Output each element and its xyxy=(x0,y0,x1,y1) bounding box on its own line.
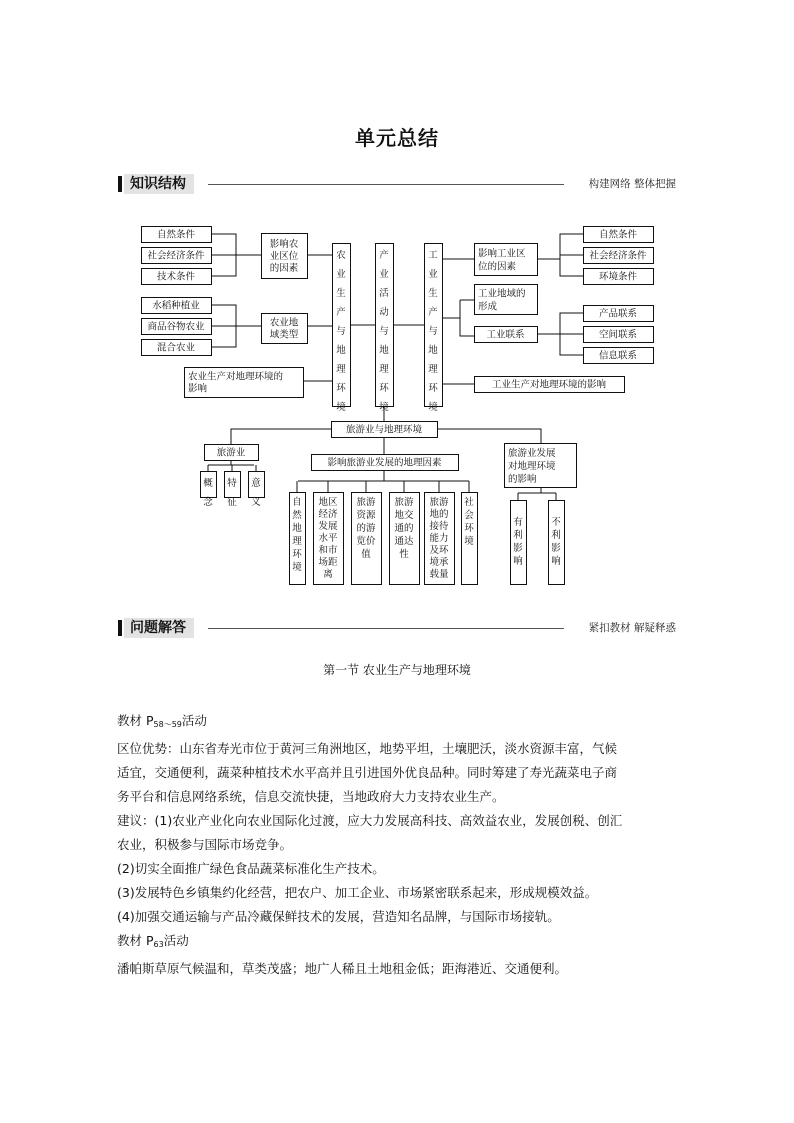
diagram-label: 混合农业 xyxy=(156,342,196,354)
diagram-label: 自然条件 xyxy=(156,229,196,241)
diagram-label: 水稻种植业 xyxy=(152,300,200,312)
diagram-label: 通达 xyxy=(394,536,414,547)
diagram-label: 地 xyxy=(379,345,389,356)
diagram-label: 业 xyxy=(336,269,346,280)
diagram-label: 产 xyxy=(336,307,346,318)
diagram-label: 地 xyxy=(428,345,438,356)
diagram-label: 旅游业与地理环境 xyxy=(345,424,423,436)
section-header-answers xyxy=(118,618,676,638)
diagram-label: 利 xyxy=(513,530,523,541)
connector-line xyxy=(460,300,474,336)
diagram-label: 能力 xyxy=(429,533,449,544)
section-tagline: 构建网络 整体把握 xyxy=(588,178,676,190)
section-tagline: 紧扣教材 解疑释惑 xyxy=(588,622,676,634)
diagram-label: 的因素 xyxy=(269,263,299,274)
diagram-label: 览价 xyxy=(356,536,376,547)
answer-line: 农业，积极参与国际市场竞争。 xyxy=(117,837,293,852)
diagram-label: 念 xyxy=(203,497,213,508)
diagram-label: 地区 xyxy=(318,497,338,508)
diagram-label: 环 xyxy=(428,383,438,394)
diagram-label: 动 xyxy=(379,307,389,318)
connector-line xyxy=(437,429,541,443)
diagram-label: 利 xyxy=(551,530,561,541)
diagram-label: 接待 xyxy=(429,521,449,532)
diagram-label: 不 xyxy=(551,517,561,528)
diagram-label: 活 xyxy=(379,288,389,299)
diagram-label: 产品联系 xyxy=(598,308,638,320)
connector-line xyxy=(231,429,331,444)
diagram-label: 产 xyxy=(379,250,389,261)
diagram-label: 发展 xyxy=(318,521,338,532)
diagram-label: 农业生产对地理环境的 xyxy=(188,371,284,383)
diagram-label: 特 xyxy=(227,478,237,489)
diagram-label: 影响 xyxy=(188,383,208,395)
diagram-label: 旅游业发展 xyxy=(508,448,556,459)
diagram-label: 工业生产对地理环境的影响 xyxy=(491,379,607,391)
diagram-label: 影 xyxy=(551,543,561,554)
diagram-label: 水平 xyxy=(318,533,338,544)
answer-line: 建议：(1)农业产业化向农业国际化过渡，应大力发展高科技、高效益农业，发展创税、创汇 xyxy=(117,813,623,828)
diagram-label: 位的因素 xyxy=(478,261,517,273)
diagram-label: 环境条件 xyxy=(598,271,638,283)
diagram-label: 概 xyxy=(203,478,213,489)
diagram-label: 征 xyxy=(227,497,237,508)
diagram-label: 响 xyxy=(551,556,561,567)
diagram-label: 社会经济条件 xyxy=(147,250,205,262)
diagram-label: 自 xyxy=(292,497,302,508)
diagram-label: 工 xyxy=(428,250,438,261)
diagram-label: 然 xyxy=(292,510,302,521)
diagram-label: 信息联系 xyxy=(598,350,638,362)
diagram-label: 会 xyxy=(464,510,474,521)
diagram-label: 农业地 xyxy=(269,317,299,329)
diagram-label: 产 xyxy=(428,307,438,318)
textbook-reference: 教材 $P_{58\sim 59}$活动 xyxy=(117,713,207,729)
answer-line: (2)切实全面推广绿色食品蔬菜标准化生产技术。 xyxy=(117,861,385,876)
diagram-label: 对地理环境 xyxy=(508,461,556,472)
answer-line: (4)加强交通运输与产品冷藏保鲜技术的发展，营造知名品牌，与国际市场接轨。 xyxy=(117,909,560,924)
diagram-label: 性 xyxy=(399,549,409,560)
diagram-label: 社会经济条件 xyxy=(589,250,647,262)
lesson-subtitle: 第一节 农业生产与地理环境 xyxy=(323,663,471,677)
diagram-label: 业区位 xyxy=(269,251,299,262)
diagram-label: 境 xyxy=(428,402,438,413)
diagram-label: 和市 xyxy=(318,545,338,556)
diagram-label: 义 xyxy=(251,497,261,508)
diagram-label: 理 xyxy=(292,536,302,547)
answer-body xyxy=(117,709,681,981)
diagram-label: 社 xyxy=(464,497,474,508)
diagram-label: 载量 xyxy=(429,569,449,580)
diagram-label: 工业地域的 xyxy=(478,288,526,300)
diagram-label: 农 xyxy=(336,250,346,261)
answer-line: 区位优势：山东省寿光市位于黄河三角洲地区，地势平坦，土壤肥沃，淡水资源丰富，气候 xyxy=(117,741,618,756)
diagram-label: 旅游 xyxy=(356,497,376,508)
answer-line: (3)发展特色乡镇集约化经营，把农户、加工企业、市场紧密联系起来，形成规模效益。 xyxy=(117,885,598,900)
textbook-reference: 教材 $P_{63}$活动 xyxy=(117,933,189,949)
diagram-label: 境承 xyxy=(429,557,449,568)
diagram-label: 形成 xyxy=(478,301,498,313)
diagram-label: 环 xyxy=(336,383,346,394)
diagram-label: 的游 xyxy=(356,523,376,534)
section-marker xyxy=(118,620,122,636)
diagram-label: 生 xyxy=(336,288,346,299)
diagram-label: 环 xyxy=(379,383,389,394)
diagram-label: 旅游 xyxy=(394,497,414,508)
diagram-label: 境 xyxy=(292,562,302,573)
diagram-label: 生 xyxy=(428,288,438,299)
diagram-label: 意 xyxy=(251,478,261,489)
diagram-label: 影响工业区 xyxy=(478,248,526,260)
diagram-label: 通的 xyxy=(394,523,414,534)
diagram-label: 理 xyxy=(379,364,389,375)
diagram-label: 境 xyxy=(336,402,346,413)
diagram-label: 自然条件 xyxy=(598,229,638,241)
answer-line: 务平台和信息网络系统，信息交流快捷，当地政府大力支持农业生产。 xyxy=(117,789,505,804)
diagram-label: 理 xyxy=(428,364,438,375)
diagram-label: 离 xyxy=(323,569,333,580)
diagram-label: 地的 xyxy=(429,509,449,520)
diagram-label: 环 xyxy=(464,523,474,534)
diagram-label: 与 xyxy=(379,326,389,337)
section-label: 问题解答 xyxy=(124,618,194,638)
diagram-label: 值 xyxy=(361,549,371,560)
diagram-label: 影响旅游业发展的地理因素 xyxy=(327,457,442,469)
diagram-label: 地 xyxy=(292,523,302,534)
diagram-label: 技术条件 xyxy=(156,271,196,283)
diagram-label: 商品谷物农业 xyxy=(147,321,205,333)
diagram-label: 工业联系 xyxy=(486,329,525,341)
diagram-label: 域类型 xyxy=(269,329,299,341)
section-label: 知识结构 xyxy=(124,174,194,194)
diagram-label: 经济 xyxy=(318,509,338,520)
diagram-label: 业 xyxy=(379,269,389,280)
diagram-label: 环 xyxy=(292,549,302,560)
diagram-label: 地 xyxy=(336,345,346,356)
diagram-label: 理 xyxy=(336,364,346,375)
diagram-label: 地交 xyxy=(394,510,414,521)
diagram-label: 响 xyxy=(513,556,523,567)
answer-line: 潘帕斯草原气候温和，草类茂盛；地广人稀且土地租金低；距海港近、交通便利。 xyxy=(117,961,568,976)
diagram-label: 有 xyxy=(513,517,523,528)
diagram-label: 及环 xyxy=(429,545,449,556)
diagram-label: 与 xyxy=(336,326,346,337)
diagram-label: 影响农 xyxy=(269,239,299,250)
diagram-label: 空间联系 xyxy=(598,329,638,341)
diagram-label: 的影响 xyxy=(508,474,537,485)
page-title: 单元总结 xyxy=(355,126,439,150)
diagram-label: 场距 xyxy=(318,557,338,568)
diagram-label: 境 xyxy=(379,402,389,413)
diagram-label: 影 xyxy=(513,543,523,554)
diagram-label: 境 xyxy=(464,536,474,547)
diagram-label: 与 xyxy=(428,326,438,337)
section-rule xyxy=(208,628,564,629)
diagram-label: 旅游业 xyxy=(216,447,246,459)
diagram-label: 资源 xyxy=(356,510,376,521)
answer-line: 适宜，交通便利，蔬菜种植技术水平高并且引进国外优良品种。同时筹建了寿光蔬菜电子商 xyxy=(117,765,618,780)
diagram-label: 业 xyxy=(428,269,438,280)
diagram-label: 旅游 xyxy=(429,497,449,508)
